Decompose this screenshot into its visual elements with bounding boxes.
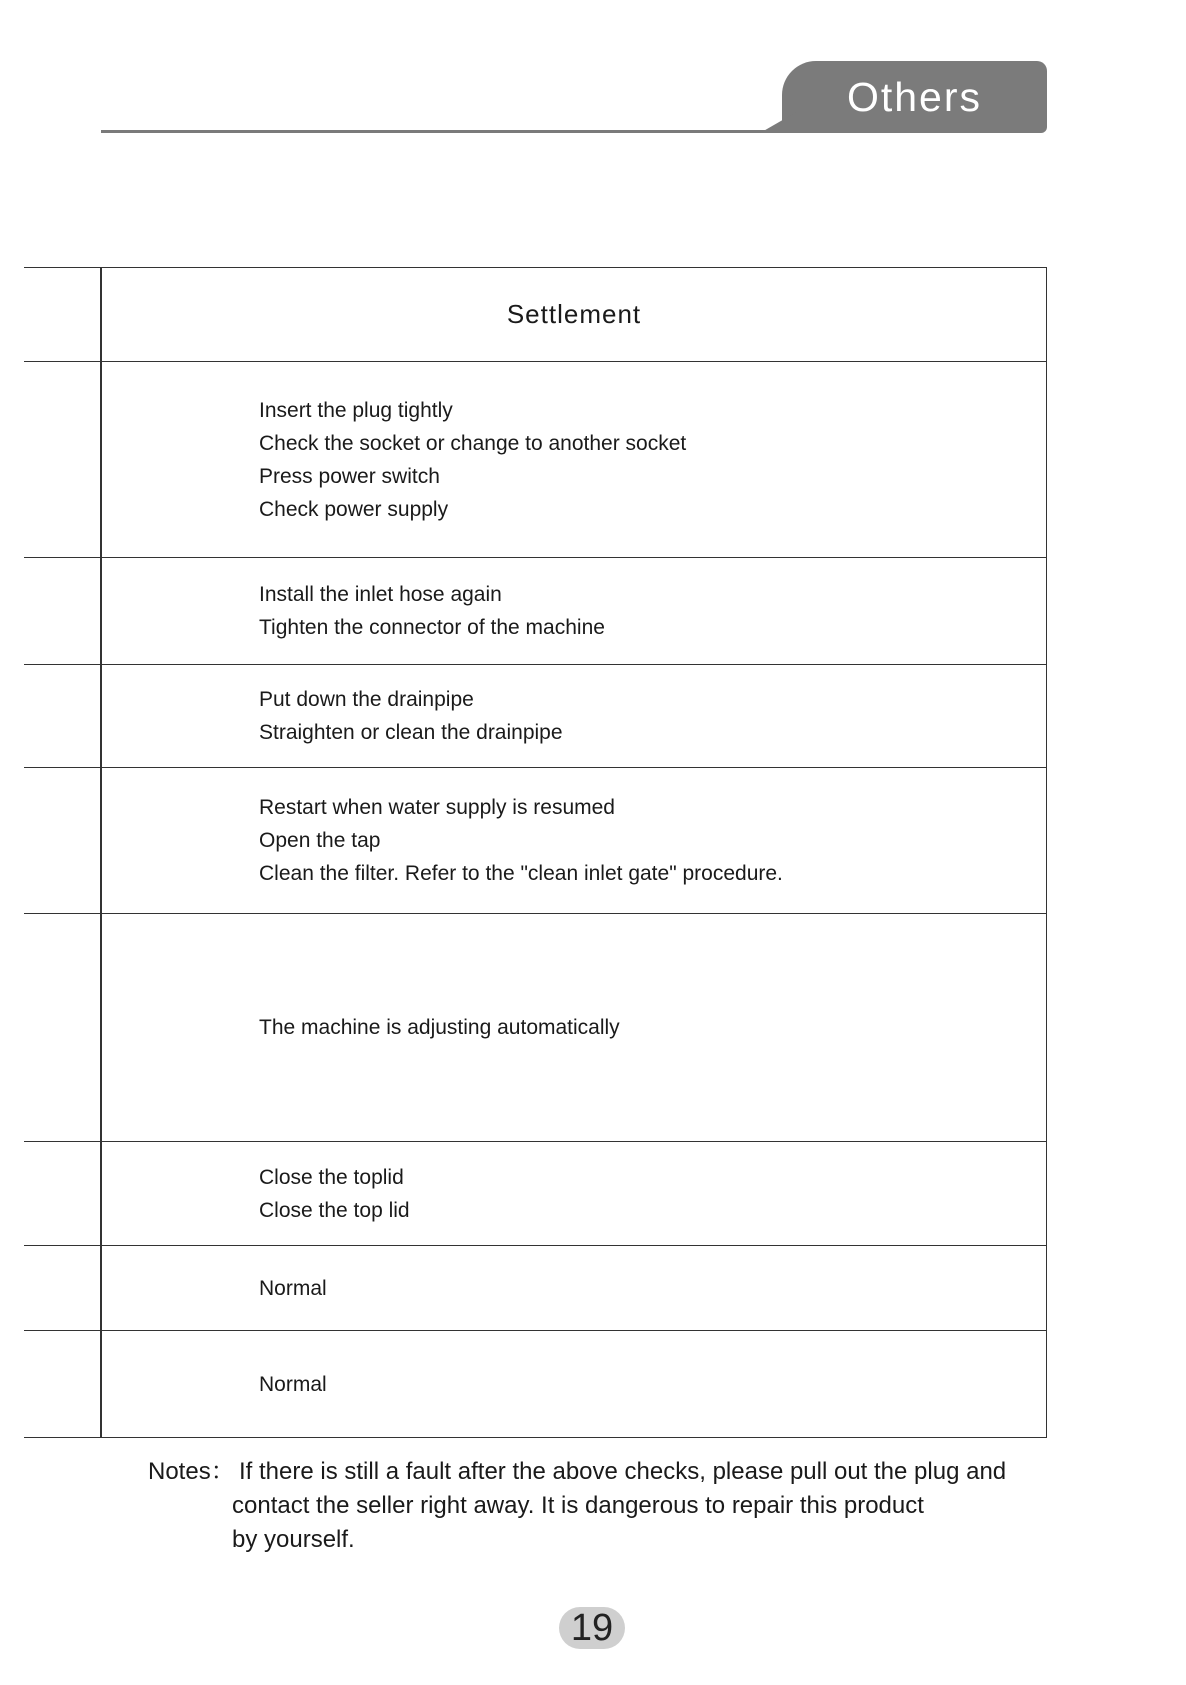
table-row (24, 1331, 1046, 1437)
settlement-line: Normal (259, 1276, 327, 1300)
settlement-line: Normal (259, 1372, 327, 1396)
column-header-settlement: Settlement (506, 299, 642, 329)
settlement-line: Install the inlet hose again (259, 583, 502, 606)
settlement-line: Check power supply (259, 497, 449, 521)
table-header-row (24, 268, 1046, 362)
notes-label: Notes： (148, 1458, 235, 1485)
table-row (24, 362, 1046, 558)
header-rule (101, 130, 801, 133)
settlement-cell (259, 665, 563, 767)
settlement-cell (259, 914, 620, 1141)
settlement-line: Straighten or clean the drainpipe (259, 721, 563, 744)
settlement-line: Close the toplid (259, 1165, 404, 1189)
notes-line: contact the seller right away. It is dangerous to repair this product (232, 1492, 924, 1519)
settlement-line: Clean the filter. Refer to the "clean inlet gate" procedure. (259, 862, 783, 885)
settlement-line: Check the socket or change to another socket (259, 431, 687, 455)
settlement-line: Put down the drainpipe (259, 688, 474, 711)
settlement-line: Restart when water supply is resumed (259, 796, 615, 819)
table-row (24, 558, 1046, 665)
settlement-cell (259, 1246, 327, 1330)
page-number: 19 (570, 1607, 614, 1649)
table-row (24, 665, 1046, 768)
notes-line: by yourself. (232, 1526, 355, 1553)
settlement-cell (259, 558, 605, 664)
notes-text (232, 1455, 1119, 1557)
settlement-cell (259, 1142, 410, 1245)
settlement-line: Press power switch (259, 464, 440, 488)
notes-line: If there is still a fault after the above checks, please pull out the plug and (239, 1458, 1007, 1485)
settlement-line: Tighten the connector of the machine (259, 616, 605, 639)
table-row (24, 914, 1046, 1142)
settlement-cell (259, 768, 783, 913)
settlement-cell (259, 1331, 327, 1437)
settlement-line: Close the top lid (259, 1198, 410, 1222)
settlement-line: Open the tap (259, 829, 381, 852)
settlement-line: Insert the plug tightly (259, 398, 453, 422)
settlement-cell (259, 362, 686, 557)
table-row (24, 1142, 1046, 1246)
settlement-line: The machine is adjusting automatically (259, 1016, 620, 1039)
table-row (24, 768, 1046, 914)
table-row (24, 1246, 1046, 1331)
section-title: Others (846, 74, 983, 120)
settlement-table (24, 267, 1047, 1438)
